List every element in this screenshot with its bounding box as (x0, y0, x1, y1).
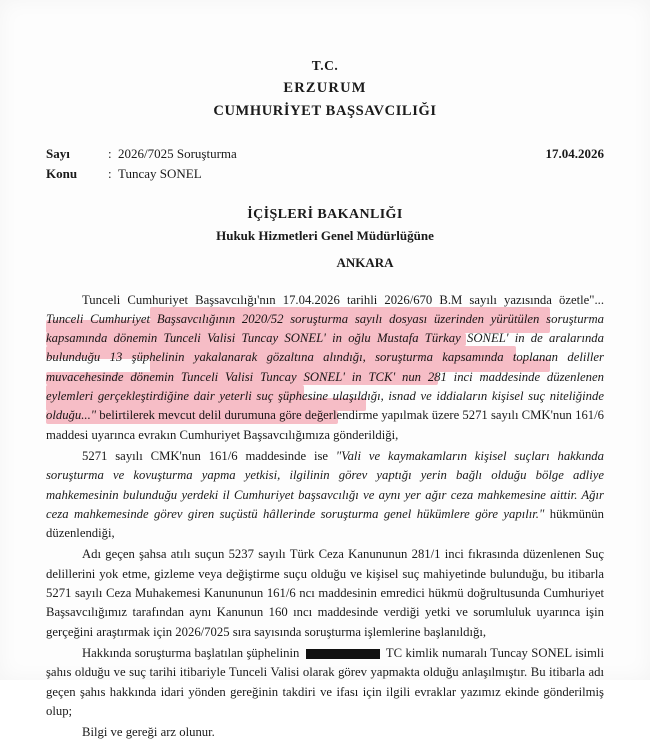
paragraph-2 (46, 447, 604, 543)
konu-value: Tuncay SONEL (118, 165, 202, 181)
letterhead (46, 56, 604, 122)
sayi-separator: : (108, 145, 112, 161)
letterhead-tc: T.C. (311, 58, 339, 73)
meta-row-sayi (46, 146, 604, 162)
paragraph-1-quote: Tunceli Cumhuriyet Başsavcılığının 2020/52 soruşturma sayılı dosyası üzerinden yürütülen soruşturma kapsamında dönemin Tunceli Valisi Tuncay SONEL' in oğlu Mustafa Türkay SONEL' in de aralarında bulunduğu 13 şüphelinin yakalanarak gözaltına alındığı, soruşturma kapsamında toplanan deliller muvacehesinde dönemin Tunceli Valisi Tuncay SONEL' in TCK' nun 281 inci maddesinde düzenlenen eylemleri gerçekleştirdiğine dair yeterli suç şüphesine ulaşıldığı, isnad ve iddiaların kişisel suç niteliğinde olduğu..." (46, 311, 604, 423)
paragraph-closing: Bilgi ve gereği arz olunur. (82, 725, 215, 740)
recipient-ministry: İÇİŞLERİ BAKANLIĞI (247, 206, 403, 222)
sayi-value: 2026/7025 Soruşturma (118, 145, 237, 161)
paragraph-4 (46, 644, 604, 721)
paragraph-1-intro: Tunceli Cumhuriyet Başsavcılığı'nın 17.04.2026 tarihli 2026/670 B.M sayılı yazısında özetle"... (82, 292, 604, 307)
document-meta (46, 146, 604, 182)
paragraph-2-intro: 5271 sayılı CMK'nun 161/6 maddesinde ise (82, 448, 336, 463)
letterhead-city: ERZURUM (283, 79, 367, 96)
sayi-label: Sayı (46, 145, 70, 161)
recipient-city: ANKARA (336, 255, 394, 271)
document-body (46, 291, 604, 742)
letterhead-institution: CUMHURİYET BAŞSAVCILIĞI (213, 102, 437, 119)
paragraph-1-outro: belirtilerek mevcut delil durumuna göre değerlendirme yapılmak üzere 5271 sayılı CMK'nun 161/6 maddesi uyarınca evrakın Cumhuriyet Başsavcılığımıza gönderildiği, (46, 408, 604, 442)
konu-label: Konu (46, 165, 78, 181)
document-date: 17.04.2026 (545, 145, 604, 161)
paragraph-2-outro: hükmünün düzenlendiği, (46, 506, 604, 541)
paragraph-2-quote: "Vali ve kaymakamların kişisel suçları hakkında soruşturma ve kovuşturma yapma yetkisi, ilgilinin görev yaptığı yerin bağlı olduğu bölge adliye mahkemesinin bulunduğu yerdeki il Cumhuriyet başsavcılığı ve aynı yer ağır ceza mahkemesine aittir. Ağır ceza mahkemesinde görev giren suçüstü hâllerinde soruşturma genel hükümlere göre yapılır." (46, 448, 604, 521)
recipient-block (46, 204, 604, 273)
redaction-bar (306, 649, 380, 659)
konu-separator: : (108, 165, 112, 181)
meta-row-konu (46, 166, 604, 182)
paragraph-3: Adı geçen şahsa atılı suçun 5237 sayılı Türk Ceza Kanununun 281/1 inci fıkrasında düzenlenen Suç delillerini yok etme, gizleme veya değiştirme suçu olduğu ve kişisel suç mahiyetinde bulunduğu, bu itibarla 5271 sayılı Ceza Muhakemesi Kanununun 161/6 ncı maddesinin emredici hükmü doğrultusunda Cumhuriyet Başsavcılığımız tarafından aynı Kanunun 160 ıncı maddesinde verdiği yetki ve sorumluluk uyarınca işin gerçeğini araştırmak için 2026/7025 sıra sayısında soruşturma işlemlerine başlanıldığı, (46, 547, 604, 639)
paragraph-4-intro: Hakkında soruşturma başlatılan şüphelinin (82, 645, 303, 660)
paragraph-1 (46, 291, 604, 445)
recipient-department: Hukuk Hizmetleri Genel Müdürlüğüne (216, 227, 434, 243)
paragraph-4-outro: TC kimlik numaralı Tuncay SONEL isimli şahıs olduğu ve suç tarihi itibariyle Tunceli Valisi olarak görev yapmakta olduğu anlaşılmıştır. Bu itibarla adı geçen şahıs hakkında idari yönden gereğinin takdiri ve ifası için ilgili evraklar yazımız ekinde gönderilmiş olup; (46, 645, 604, 718)
